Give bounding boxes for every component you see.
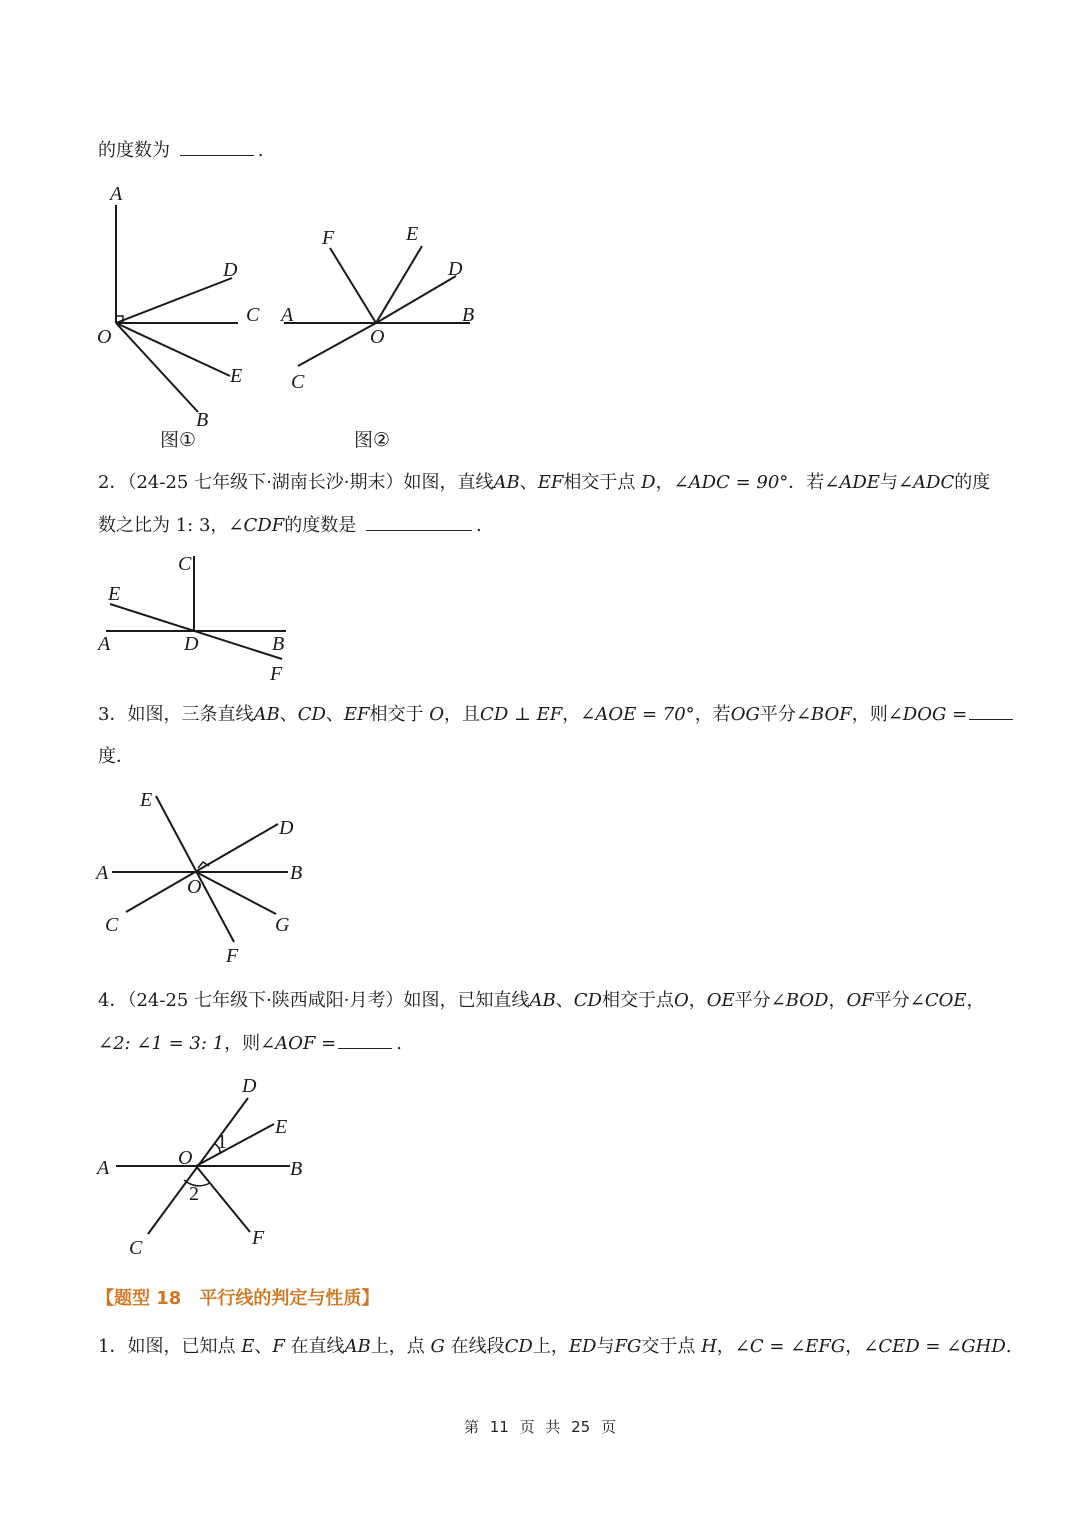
label-D: D	[184, 633, 199, 655]
q4-source: （24-25 七年级下·陕西咸阳·月考）	[127, 990, 404, 1011]
caption-fig1: 图①	[160, 429, 197, 451]
label-F: F	[226, 945, 239, 967]
label-E: E	[108, 583, 121, 605]
label-E: E	[406, 223, 419, 245]
label-B: B	[462, 304, 475, 326]
label-2: 2	[189, 1183, 199, 1205]
label-A: A	[110, 183, 123, 205]
q2-line2: 数之比为 1: 3，∠CDF的度数是 .	[98, 515, 482, 536]
label-B: B	[290, 1158, 303, 1180]
q1-tail-text: 的度数为	[98, 140, 170, 161]
label-D: D	[242, 1075, 257, 1097]
label-B: B	[196, 409, 209, 431]
label-C: C	[129, 1237, 143, 1259]
label-A: A	[281, 304, 294, 326]
q4-line1: 4．（24-25 七年级下·陕西咸阳·月考）如图，已知直线AB、CD相交于点O，OE平分∠BOD，OF平分∠COE，	[98, 990, 985, 1011]
label-F: F	[322, 227, 335, 249]
label-A: A	[98, 633, 111, 655]
ray-OE	[196, 1124, 274, 1166]
label-O: O	[370, 326, 385, 348]
label-F: F	[252, 1227, 265, 1249]
q3-line1: 3．如图，三条直线AB、CD、EF相交于 O，且CD ⊥ EF，∠AOE = 70°，若OG平分∠BOF，则∠DOG =	[98, 702, 1017, 728]
section-heading: 【题型 18 平行线的判定与性质】	[96, 1288, 380, 1309]
page-footer: 第 11 页 共 25 页	[463, 1418, 616, 1436]
label-C: C	[291, 371, 305, 393]
label-O: O	[187, 876, 202, 898]
label-A: A	[97, 1157, 110, 1179]
label-O: O	[178, 1147, 193, 1169]
label-B: B	[272, 633, 285, 655]
ray-OF	[196, 1166, 250, 1232]
q1-tail-line: 的度数为 .	[98, 140, 264, 161]
q2-line1: 2．（24-25 七年级下·湖南长沙·期末）如图，直线AB、EF相交于点 D，∠ADC = 90°．若∠ADE与∠ADC的度	[98, 472, 991, 493]
label-D: D	[223, 259, 238, 281]
q2-source: （24-25 七年级下·湖南长沙·期末）	[127, 472, 404, 493]
caption-fig2: 图②	[354, 429, 391, 451]
label-C: C	[105, 914, 119, 936]
q3-line2: 度．	[98, 746, 134, 767]
label-E: E	[140, 789, 153, 811]
label-1: 1	[217, 1131, 227, 1153]
label-C: C	[246, 304, 260, 326]
s1-line1: 1．如图，已知点 E、F 在直线AB上，点 G 在线段CD上，ED与FG交于点 H，∠C = ∠EFG，∠CED = ∠GHD.	[98, 1336, 1012, 1357]
label-C: C	[178, 553, 192, 575]
label-B: B	[290, 862, 303, 884]
label-A: A	[96, 862, 109, 884]
label-G: G	[275, 914, 290, 936]
q4-line2: ∠2: ∠1 = 3: 1，则∠AOF = .	[98, 1033, 402, 1054]
label-D: D	[279, 817, 294, 839]
label-O: O	[97, 326, 112, 348]
label-F: F	[270, 663, 283, 685]
label-E: E	[275, 1116, 288, 1138]
label-D: D	[448, 258, 463, 280]
label-E: E	[230, 365, 243, 387]
